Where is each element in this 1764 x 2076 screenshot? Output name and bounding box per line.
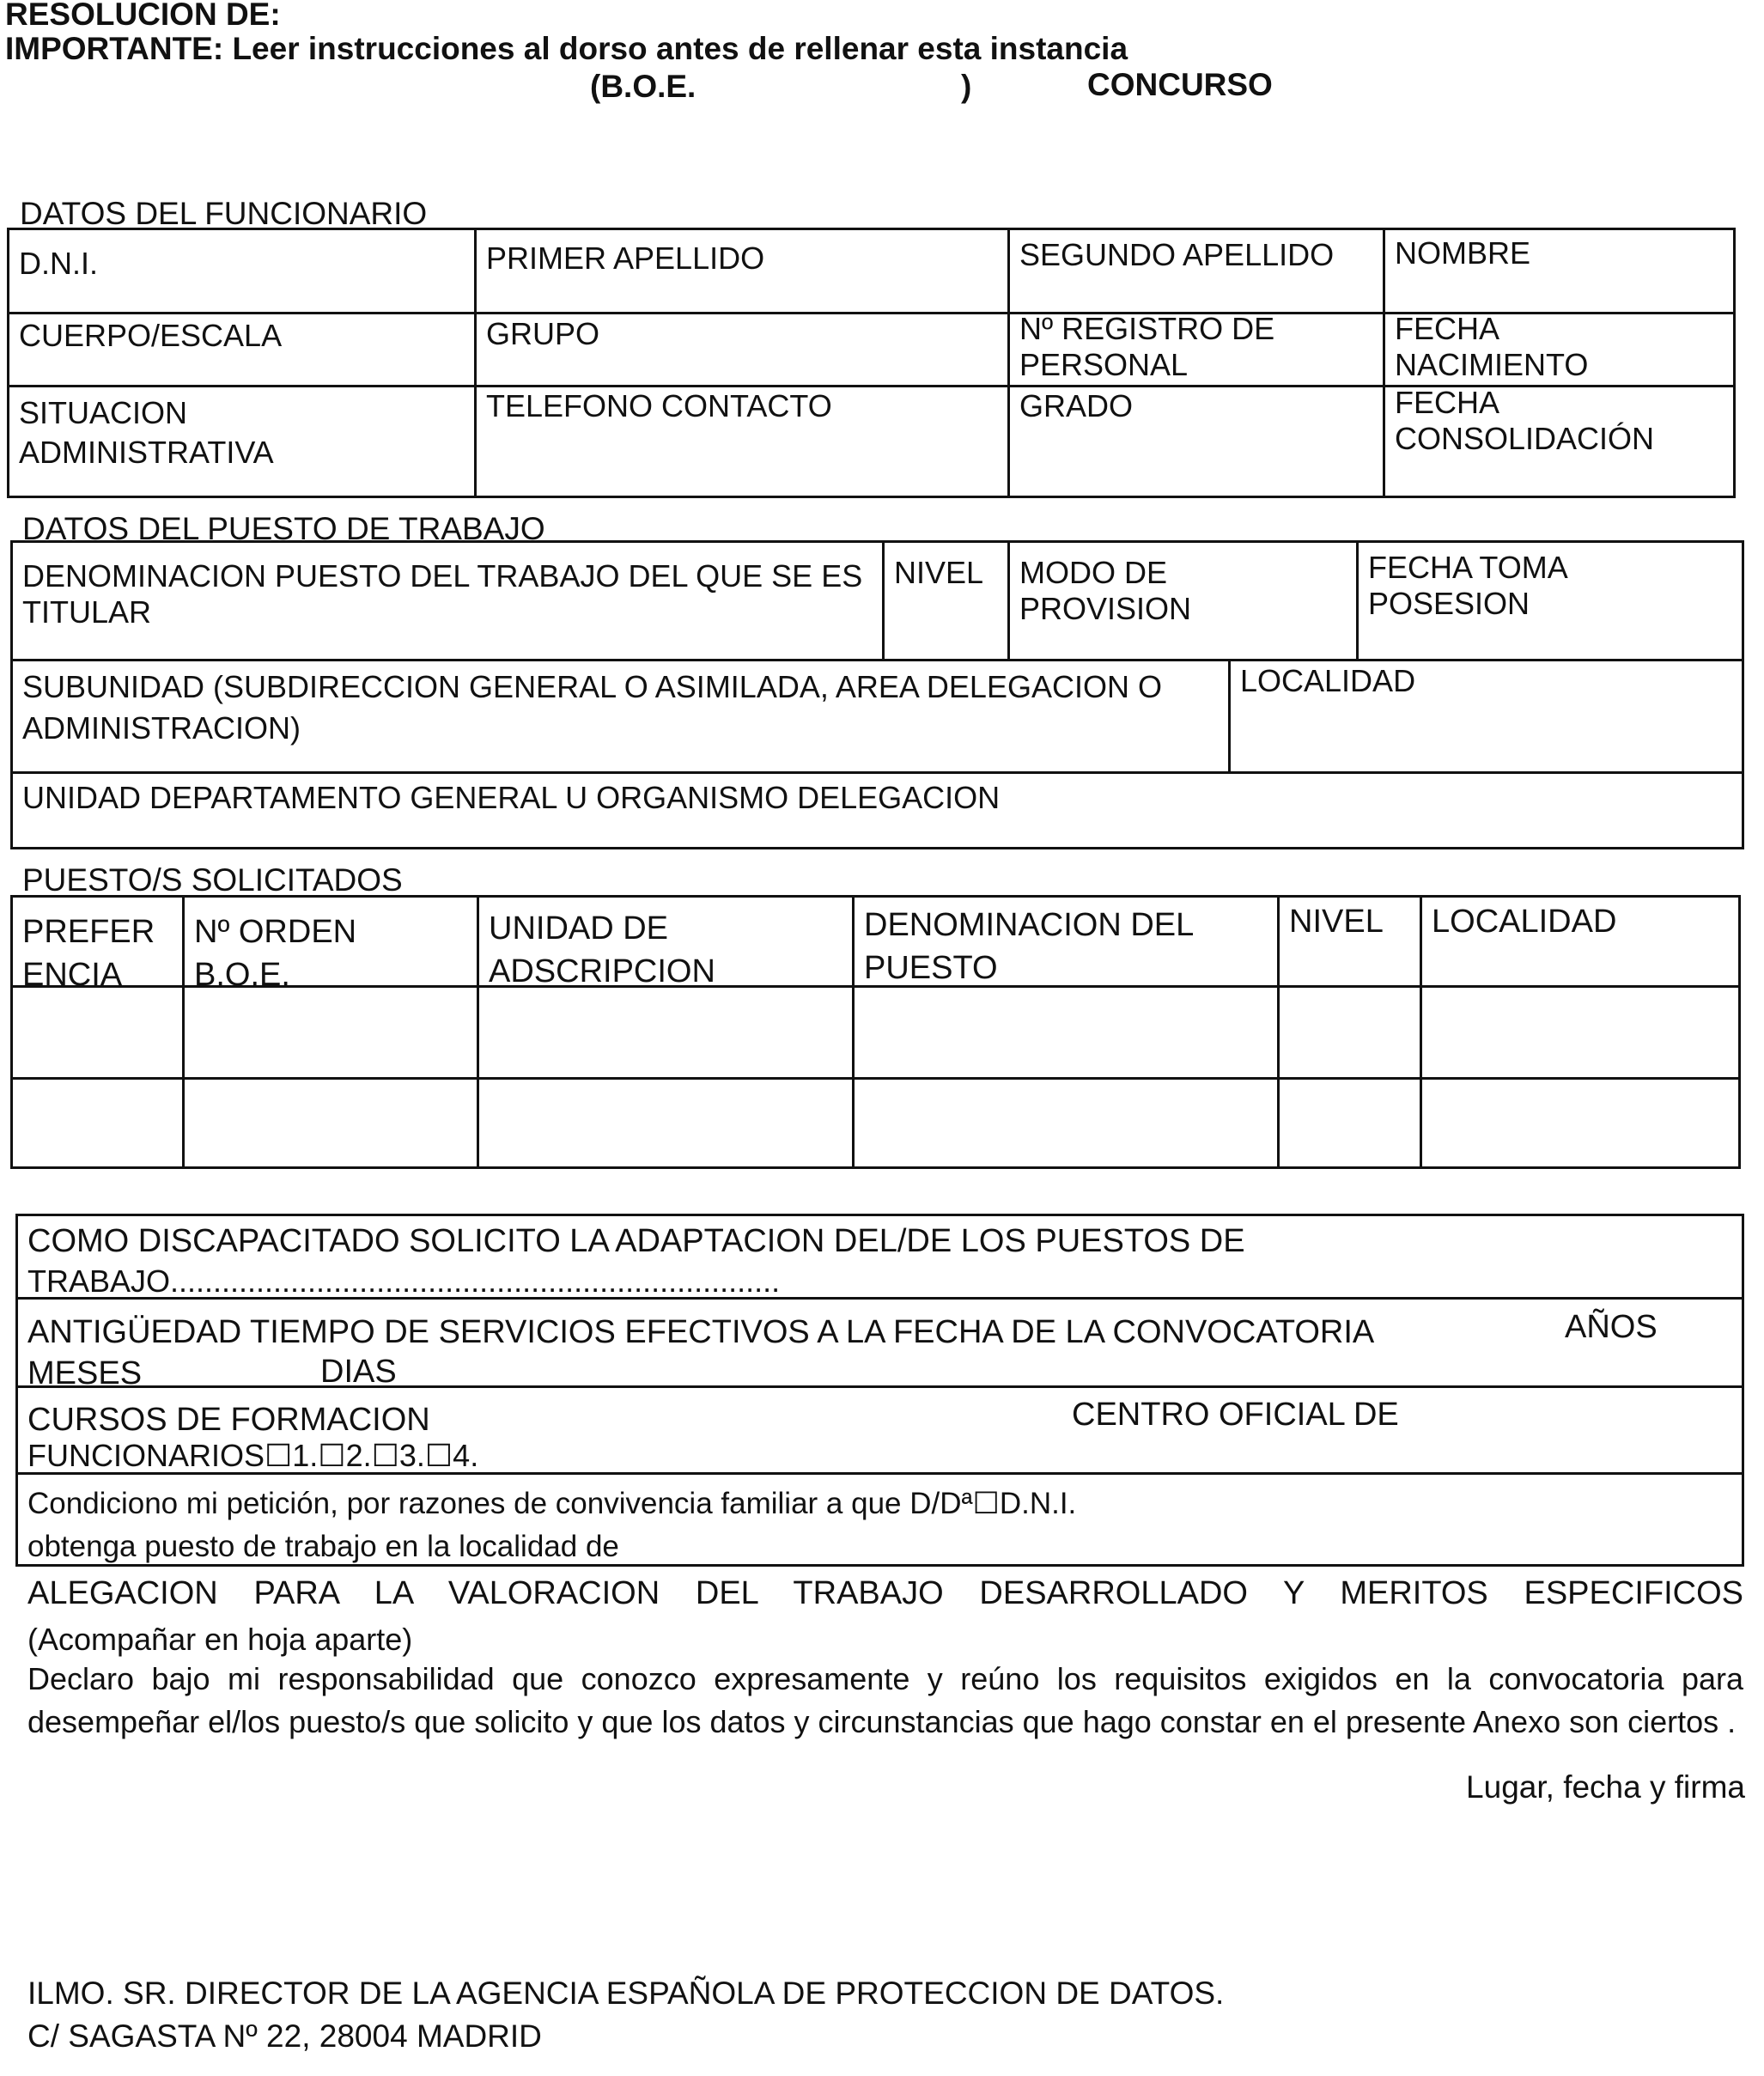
important-note: IMPORTANTE: Leer instrucciones al dorso antes de rellenar esta instancia	[5, 31, 1128, 66]
cell-telefono: TELEFONO CONTACTO	[486, 388, 832, 423]
cell-dni: D.N.I.	[19, 246, 99, 281]
cell-unidad: UNIDAD DEPARTAMENTO GENERAL U ORGANISMO DELEGACION	[22, 780, 1001, 815]
cell-modo-provision: MODO DE PROVISION	[1019, 555, 1192, 626]
direccion: C/ SAGASTA Nº 22, 28004 MADRID	[27, 2018, 542, 2054]
cell-fecha-nacimiento: FECHA NACIMIENTO	[1395, 311, 1589, 382]
cell-grado: GRADO	[1019, 388, 1134, 423]
cell-grupo: GRUPO	[486, 316, 600, 351]
cell-registro-personal: Nº REGISTRO DE PERSONAL	[1019, 311, 1275, 382]
boe-close: )	[961, 69, 972, 104]
header-nivel: NIVEL	[1289, 904, 1384, 940]
alegacion-heading: ALEGACION PARA LA VALORACION DEL TRABAJO DESARROLLADO Y MERITOS ESPECIFICOS	[27, 1575, 1743, 1611]
dias-label: DIAS	[320, 1354, 397, 1390]
obtenga-text: obtenga puesto de trabajo en la localidad de	[27, 1530, 619, 1563]
centro-oficial-label: CENTRO OFICIAL DE	[1072, 1397, 1399, 1433]
section-title-solicitados: PUESTO/S SOLICITADOS	[22, 862, 403, 898]
cell-fecha-consolidacion: FECHA CONSOLIDACIÓN	[1395, 385, 1655, 456]
boe-label: (B.O.E.	[590, 69, 696, 104]
declaracion-text: Declaro bajo mi responsabilidad que conozco expresamente y reúno los requisitos exigidos en la convocatoria para desempeñar el/los puesto/s que solicito y que los datos y circunstancias que hago constar en el presente Anexo son ciertos .	[27, 1661, 1743, 1739]
cell-nivel: NIVEL	[894, 555, 984, 590]
anos-label: AÑOS	[1565, 1309, 1658, 1345]
header-localidad: LOCALIDAD	[1432, 904, 1617, 940]
concurso-label: CONCURSO	[1087, 67, 1273, 102]
cell-fecha-toma-posesion: FECHA TOMA POSESION	[1368, 550, 1566, 621]
acompanar-note: (Acompañar en hoja aparte)	[27, 1622, 413, 1657]
funcionarios-checkboxes[interactable]: FUNCIONARIOS☐1.☐2.☐3.☐4.	[27, 1438, 479, 1473]
discapacitado-text: COMO DISCAPACITADO SOLICITO LA ADAPTACION DEL/DE LOS PUESTOS DE	[27, 1223, 1245, 1259]
header-denominacion-puesto: DENOMINACION DEL PUESTO	[864, 907, 1193, 986]
cell-localidad: LOCALIDAD	[1240, 663, 1416, 698]
condiciono-text: Condiciono mi petición, por razones de convivencia familiar a que D/Dª☐D.N.I.	[27, 1487, 1077, 1520]
antiguedad-text: ANTIGÜEDAD TIEMPO DE SERVICIOS EFECTIVOS A LA FECHA DE LA CONVOCATORIA	[27, 1314, 1375, 1350]
header-unidad-adscripcion: UNIDAD DE ADSCRIPCION	[489, 910, 715, 989]
cell-subunidad: SUBUNIDAD (SUBDIRECCION GENERAL O ASIMILADA, AREA DELEGACION O ADMINISTRACION)	[22, 669, 1162, 746]
cell-primer-apellido: PRIMER APELLIDO	[486, 240, 765, 276]
cell-situacion: SITUACION ADMINISTRATIVA	[19, 395, 274, 470]
cell-cuerpo-escala: CUERPO/ESCALA	[19, 318, 283, 353]
meses-label: MESES	[27, 1355, 143, 1391]
section-title-funcionario: DATOS DEL FUNCIONARIO	[20, 196, 428, 231]
header-preferencia: PREFER ENCIA	[22, 914, 155, 993]
resolucion-heading: RESOLUCION DE:	[5, 0, 281, 32]
trabajo-text: TRABAJO.......................................................................	[27, 1263, 781, 1299]
lugar-fecha-firma: Lugar, fecha y firma	[1466, 1769, 1745, 1805]
header-orden-boe: Nº ORDEN B.O.E.	[194, 914, 357, 993]
cell-segundo-apellido: SEGUNDO APELLIDO	[1019, 237, 1335, 272]
destinatario: ILMO. SR. DIRECTOR DE LA AGENCIA ESPAÑOLA DE PROTECCION DE DATOS.	[27, 1976, 1225, 2011]
cell-denominacion-titular: DENOMINACION PUESTO DEL TRABAJO DEL QUE SE ES TITULAR	[22, 558, 863, 630]
cursos-label: CURSOS DE FORMACION	[27, 1402, 430, 1438]
cell-nombre: NOMBRE	[1395, 235, 1531, 271]
section-title-puesto: DATOS DEL PUESTO DE TRABAJO	[22, 511, 545, 546]
